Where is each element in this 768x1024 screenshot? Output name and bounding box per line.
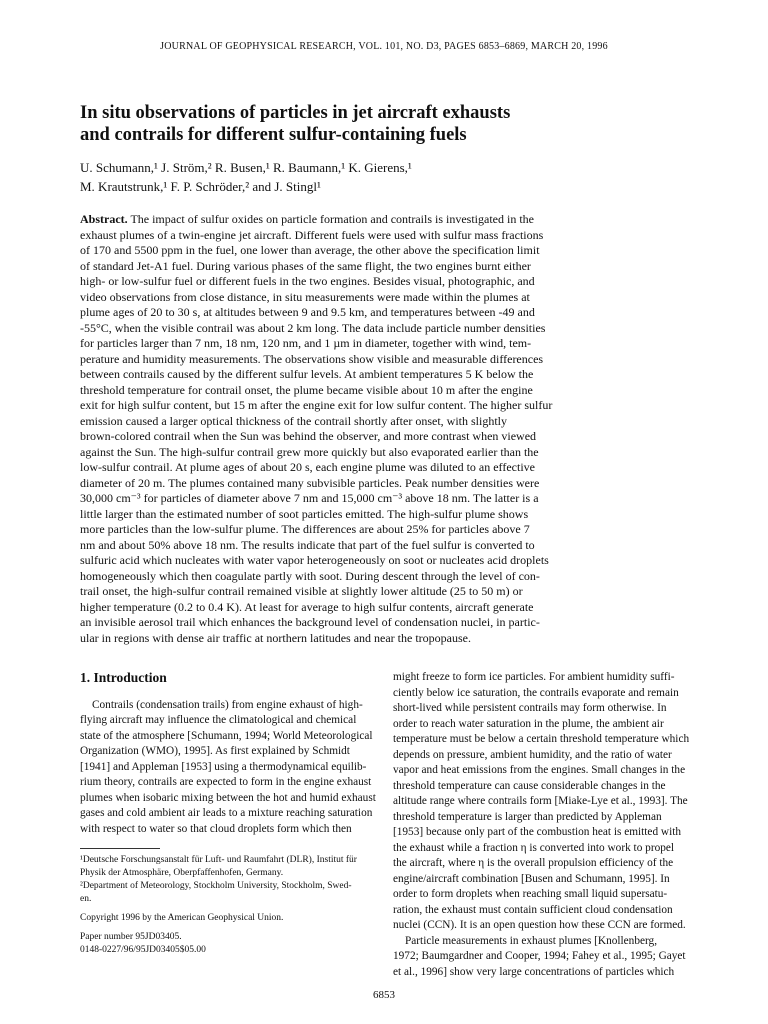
intro-line: the exhaust while a fraction η is converted into work to propel	[393, 841, 675, 854]
abstract-line: for particles larger than 7 nm, 18 nm, 120 nm, and 1 µm in diameter, together with wind, tem-	[80, 336, 532, 350]
abstract-line: ular in regions with dense air traffic at northern latitudes and near the tropopause.	[80, 630, 471, 645]
abstract	[80, 212, 693, 646]
author-line: U. Schumann,¹ J. Ström,² R. Busen,¹ R. Baumann,¹ K. Gierens,¹	[80, 160, 412, 175]
abstract-line: more particles than the low-sulfur plume. The differences are about 25% for particles above 7	[80, 522, 530, 536]
abstract-line: of standard Jet-A1 fuel. During various phases of the same flight, the two engines burnt either	[80, 258, 531, 273]
abstract-line: nm and about 50% above 18 nm. The results indicate that part of the fuel sulfur is converted to	[80, 537, 535, 552]
section-heading: 1. Introduction	[80, 670, 167, 685]
intro-line: temperature must be below a certain threshold temperature which	[393, 733, 690, 745]
intro-line: flying aircraft may influence the climatological and chemical	[80, 714, 357, 726]
footnote-affiliation-1	[80, 854, 375, 879]
abstract-line: 30,000 cm⁻³ for particles of diameter above 7 nm and 15,000 cm⁻³ above 18 nm. The latter is a	[80, 491, 539, 505]
intro-line: threshold temperature is larger than predicted by Appleman	[393, 810, 662, 823]
intro-line: rium theory, contrails are expected to form in the engine exhaust	[80, 776, 372, 788]
footnote-rule	[80, 848, 160, 849]
intro-line: gases and cold ambient air leads to a mixture reaching saturation	[80, 807, 373, 819]
footnote-line: Physik der Atmosphäre, Oberpfaffenhofen, Germany.	[80, 867, 284, 878]
intro-line: threshold temperature can cause considerable changes in the	[393, 779, 666, 792]
abstract-line: emission caused a larger optical thickness of the contrail shortly after onset, with slightly	[80, 413, 508, 428]
intro-line: order to reach water saturation in the plume, the ambient air	[393, 717, 664, 730]
intro-line: ciently below ice saturation, the contrails evaporate and remain	[393, 686, 679, 699]
intro-line: short-lived while persistent contrails may form otherwise. In	[393, 702, 667, 714]
abstract-line: threshold temperature for contrail onset, the plume became visible about 10 m after the engine	[80, 382, 533, 397]
abstract-line: -55°C, when the visible contrail was about 2 km long. The data include particle number densities	[80, 320, 546, 335]
intro-left-column	[80, 670, 376, 837]
abstract-line: of 170 and 5500 ppm in the fuel, one lower than average, the other above the specification limit	[80, 243, 540, 257]
intro-line: [1941] and Appleman [1953] using a thermodynamical equilib-	[80, 760, 367, 773]
intro-line: Particle measurements in exhaust plumes [Knollenberg,	[405, 934, 658, 947]
intro-line: Organization (WMO), 1995]. As first explained by Schmidt	[80, 745, 350, 757]
footnote-line: ²Department of Meteorology, Stockholm University, Stockholm, Swed-	[80, 881, 352, 891]
abstract-line: sulfuric acid which nucleates with water vapor heterogeneously on soot or nucleates acid droplets	[80, 553, 549, 567]
intro-line: ration, the exhaust must contain sufficient cloud condensation	[393, 903, 673, 916]
author-line: M. Krautstrunk,¹ F. P. Schröder,² and J. Stingl¹	[80, 179, 321, 194]
abstract-line: an invisible aerosol trail which enhances the background level of condensation nuclei, in partic-	[80, 615, 540, 629]
intro-line: depends on pressure, ambient humidity, and the ratio of water	[393, 748, 672, 761]
title-line: and contrails for different sulfur-containing fuels	[80, 125, 467, 145]
abstract-line: exit for high sulfur content, but 15 m after the engine exit for low sulfur content. The higher sulfur	[80, 398, 553, 412]
intro-paragraph	[80, 698, 376, 838]
paper-issn: 0148-0227/96/95JD03405$05.00	[80, 944, 206, 955]
abstract-line: diameter of 20 m. The plumes contained many subvisible particles. Peak number densities were	[80, 475, 540, 490]
copyright-line: Copyright 1996 by the American Geophysical Union.	[80, 913, 284, 923]
copyright-notice	[80, 912, 375, 925]
abstract-line: little larger than the estimated number of soot particles emitted. The high-sulfur plume shows	[80, 506, 529, 521]
intro-line: the aircraft, where η is the overall propulsion efficiency of the	[393, 857, 674, 869]
abstract-line: video observations from close distance, in situ measurements were made within the plumes at	[80, 289, 530, 304]
intro-line: Contrails (condensation trails) from engine exhaust of high-	[92, 698, 363, 711]
intro-line: order to form droplets when reaching small liquid supersatu-	[393, 888, 668, 900]
intro-paragraph-continued	[393, 670, 695, 980]
abstract-line: trail onset, the high-sulfur contrail remained visible at slightly lower altitude (25 to 50 m) or	[80, 584, 523, 598]
intro-right-column	[393, 670, 695, 980]
intro-line: 1972; Baumgardner and Cooper, 1994; Fahey et al., 1995; Gayet	[393, 950, 686, 962]
abstract-label: Abstract.	[80, 212, 128, 226]
abstract-line: against the Sun. The high-sulfur contrail grew more quickly but also evaporated earlier than the	[80, 444, 539, 459]
abstract-line	[80, 212, 693, 228]
author-list	[80, 158, 700, 196]
abstract-line: exhaust plumes of a twin-engine jet aircraft. Different fuels were used with sulfur mass fractions	[80, 227, 544, 242]
paper-number: Paper number 95JD03405.	[80, 932, 182, 942]
intro-line: with respect to water so that cloud droplets form which then	[80, 822, 352, 835]
page-number: 6853	[373, 989, 395, 1001]
intro-line: vapor and heat emissions from the engines. Small changes in the	[393, 764, 686, 776]
intro-line: et al., 1996] show very large concentrations of particles which	[393, 965, 675, 978]
intro-line: engine/aircraft combination [Busen and Schumann, 1995]. In	[393, 872, 670, 885]
intro-line: plumes when isobaric mixing between the hot and humid exhaust	[80, 791, 376, 804]
abstract-text: The impact of sulfur oxides on particle formation and contrails is investigated in the	[127, 212, 534, 226]
abstract-line: brown-colored contrail when the Sun was behind the observer, and more contrast when viewed	[80, 429, 537, 443]
article-title	[80, 102, 700, 146]
abstract-line: between contrails caused by the different sulfur levels. At ambient temperatures 5 K below the	[80, 367, 534, 381]
footnote-line: ¹Deutsche Forschungsanstalt für Luft- und Raumfahrt (DLR), Institut für	[80, 855, 357, 865]
paper-identifiers	[80, 931, 375, 956]
intro-line: might freeze to form ice particles. For ambient humidity suffi-	[393, 671, 675, 683]
abstract-line: higher temperature (0.2 to 0.4 K). At least for average to high sulfur contents, aircraft generate	[80, 599, 534, 614]
abstract-line: high- or low-sulfur fuel or different fuels in the two engines. Besides visual, photographic, and	[80, 274, 535, 288]
running-head: JOURNAL OF GEOPHYSICAL RESEARCH, VOL. 101, NO. D3, PAGES 6853–6869, MARCH 20, 1996	[160, 41, 608, 52]
abstract-line: homogeneously which then coagulate partly with soot. During descent through the level of con-	[80, 568, 540, 583]
abstract-line: perature and humidity measurements. The observations show visible and measurable differences	[80, 351, 544, 366]
abstract-line: low-sulfur contrail. At plume ages of about 20 s, each engine plume was diluted to an effective	[80, 460, 535, 474]
intro-line: state of the atmosphere [Schumann, 1994; World Meteorological	[80, 729, 373, 742]
title-line: In situ observations of particles in jet aircraft exhausts	[80, 103, 511, 123]
footnote-line: en.	[80, 893, 92, 904]
footnote-affiliation-2	[80, 880, 375, 905]
intro-line: nuclei (CCN). It is an open question how these CCN are formed.	[393, 919, 686, 931]
abstract-line: plume ages of 20 to 30 s, at altitudes between 9 and 9.5 km, and temperatures between -49 and	[80, 305, 535, 319]
intro-line: [1953] because only part of the combustion heat is emitted with	[393, 826, 681, 838]
intro-line: altitude range where contrails form [Miake-Lye et al., 1993]. The	[393, 795, 688, 807]
